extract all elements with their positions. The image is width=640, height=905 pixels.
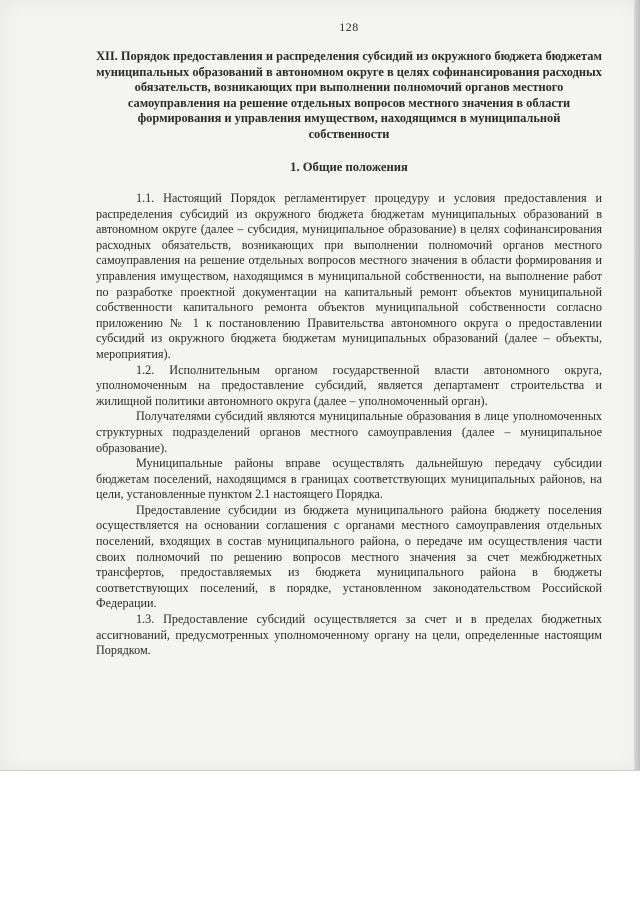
page-edge-shadow: [634, 0, 640, 770]
paragraph-1-3: 1.3. Предоставление субсидий осуществляется за счет и в пределах бюджетных ассигнований, предусмотренных уполномоченному органу на цели, определенные настоящим Порядком.: [96, 612, 602, 658]
paragraph-1-2: 1.2. Исполнительным органом государственной власти автономного округа, уполномоченным на предоставление субсидий, является департамент строительства и жилищной политики автономного округа (далее – уполномоченный орган).: [96, 362, 602, 408]
page-number: 128: [339, 20, 359, 34]
paragraph-1-1: 1.1. Настоящий Порядок регламентирует процедуру и условия предоставления и распределения субсидий из окружного бюджета бюджетам муниципальных образований в автономном округе (далее – субсидия, муниципальное образование) в целях софинансирования расходных обязательств, возникающих при выполнении полномочий органов местного самоуправления на решение отдельных вопросов местного значения в области формирования и управления имуществом, находящимся в муниципальной собственности, на выполнение работ по разработке проектной документации на капитальный ремонт объектов муниципальной собственности капитального ремонта объектов муниципальной собственности согласно приложению № 1 к постановлению Правительства автономного округа о предоставлении субсидий из окружного бюджета бюджетам муниципальных образований (далее – объекты, мероприятия).: [96, 191, 602, 361]
paragraph-recipients: Получателями субсидий являются муниципальные образования в лице уполномоченных структурных подразделений органов местного самоуправления (далее – муниципальное образование).: [96, 409, 602, 455]
document-body: [96, 20, 602, 659]
section-title: XII. Порядок предоставления и распределения субсидий из окружного бюджета бюджетам муниципальных образований в автономном округе в целях софинансирования расходных обязательств, возникающих при выполнении полномочий органов местного самоуправления на решение отдельных вопросов местного значения в области формирования и управления имуществом, находящимся в муниципальной собственности: [96, 49, 602, 141]
subsection-title: 1. Общие положения: [290, 160, 408, 174]
paragraph-districts: Муниципальные районы вправе осуществлять дальнейшую передачу субсидии бюджетам поселений, находящимся в границах соответствующих муниципальных районов, на цели, установленные пунктом 2.1 настоящего Порядка.: [96, 456, 602, 502]
paragraph-settlement-subsidy: Предоставление субсидии из бюджета муниципального района бюджету поселения осуществляется на основании соглашения с органами местного самоуправления отдельных поселений, входящих в состав муниципального района, о передаче им осуществления части своих полномочий по решению вопросов местного значения за счет межбюджетных трансфертов, предоставляемых из бюджета муниципального района в бюджеты соответствующих поселений, в порядке, установленном законодательством Российской Федерации.: [96, 502, 602, 611]
